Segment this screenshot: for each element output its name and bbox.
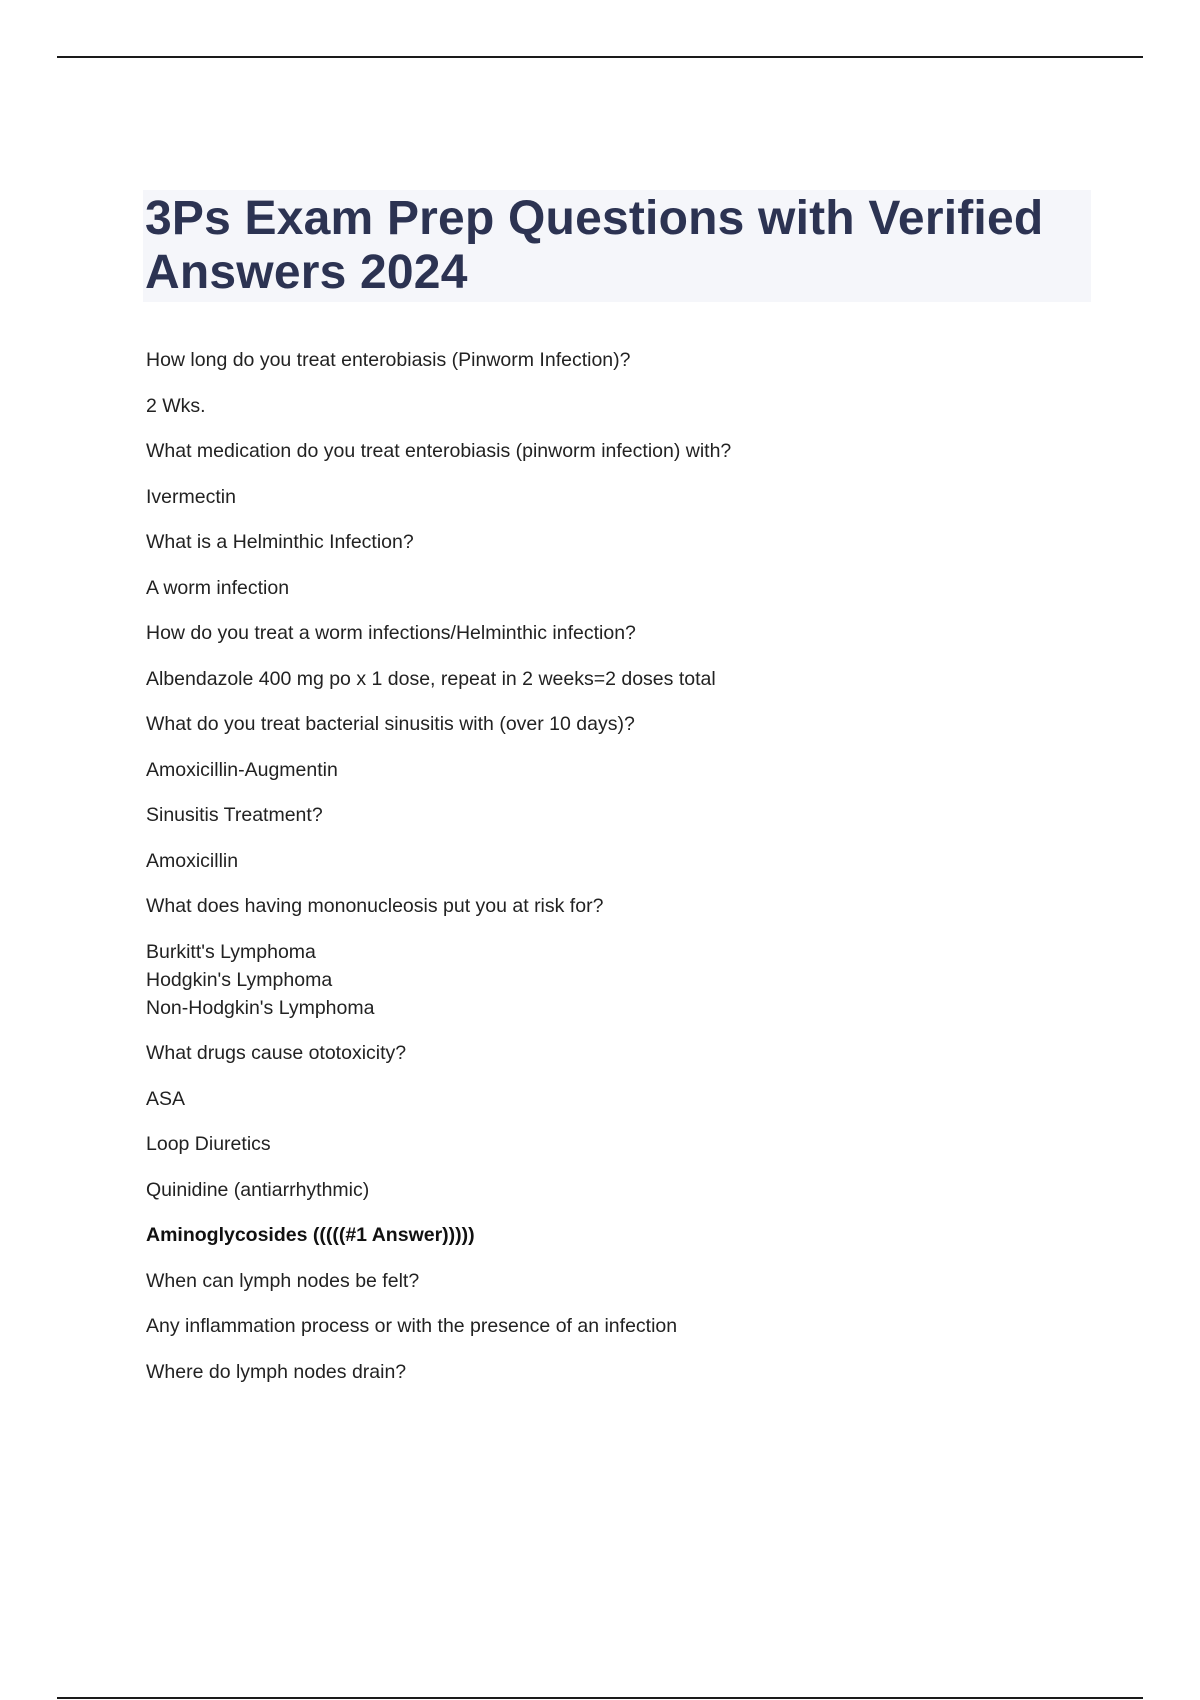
answer-line: Amoxicillin-Augmentin <box>146 758 338 781</box>
answer-line: Hodgkin's Lymphoma <box>146 968 333 991</box>
answer-line-highlighted: Aminoglycosides (((((#1 Answer))))) <box>146 1224 475 1246</box>
answer-line: 2 Wks. <box>146 394 206 417</box>
question-line: Where do lymph nodes drain? <box>146 1360 407 1383</box>
answer-line: Non-Hodgkin's Lymphoma <box>146 996 375 1019</box>
top-rule <box>57 56 1143 58</box>
answer-line: Albendazole 400 mg po x 1 dose, repeat in 2 weeks=2 doses total <box>146 667 716 690</box>
question-line: Sinusitis Treatment? <box>146 804 323 826</box>
answer-line: Quinidine (antiarrhythmic) <box>146 1178 370 1201</box>
answer-line: Loop Diuretics <box>146 1133 271 1155</box>
answer-line: Any inflammation process or with the presence of an infection <box>146 1315 678 1337</box>
title-block <box>143 190 1091 302</box>
answer-line: Amoxicillin <box>146 849 239 872</box>
question-line: What medication do you treat enterobiasis (pinworm infection) with? <box>146 440 732 462</box>
question-line: How do you treat a worm infections/Helminthic infection? <box>146 622 636 644</box>
question-line: What does having mononucleosis put you at risk for? <box>146 895 604 917</box>
document-title: 3Ps Exam Prep Questions with Verified Answers 2024 <box>145 192 1044 299</box>
question-line: What drugs cause ototoxicity? <box>146 1042 407 1064</box>
question-line: When can lymph nodes be felt? <box>146 1269 420 1292</box>
answer-line: A worm infection <box>146 576 290 599</box>
question-line: What do you treat bacterial sinusitis with (over 10 days)? <box>146 713 635 735</box>
question-line: What is a Helminthic Infection? <box>146 531 414 553</box>
answer-line: Burkitt's Lymphoma <box>146 940 316 963</box>
question-line: How long do you treat enterobiasis (Pinworm Infection)? <box>146 349 631 371</box>
answer-line: ASA <box>146 1087 186 1110</box>
bottom-rule <box>57 1697 1143 1699</box>
answer-line: Ivermectin <box>146 485 236 508</box>
qa-list <box>146 348 1146 1384</box>
